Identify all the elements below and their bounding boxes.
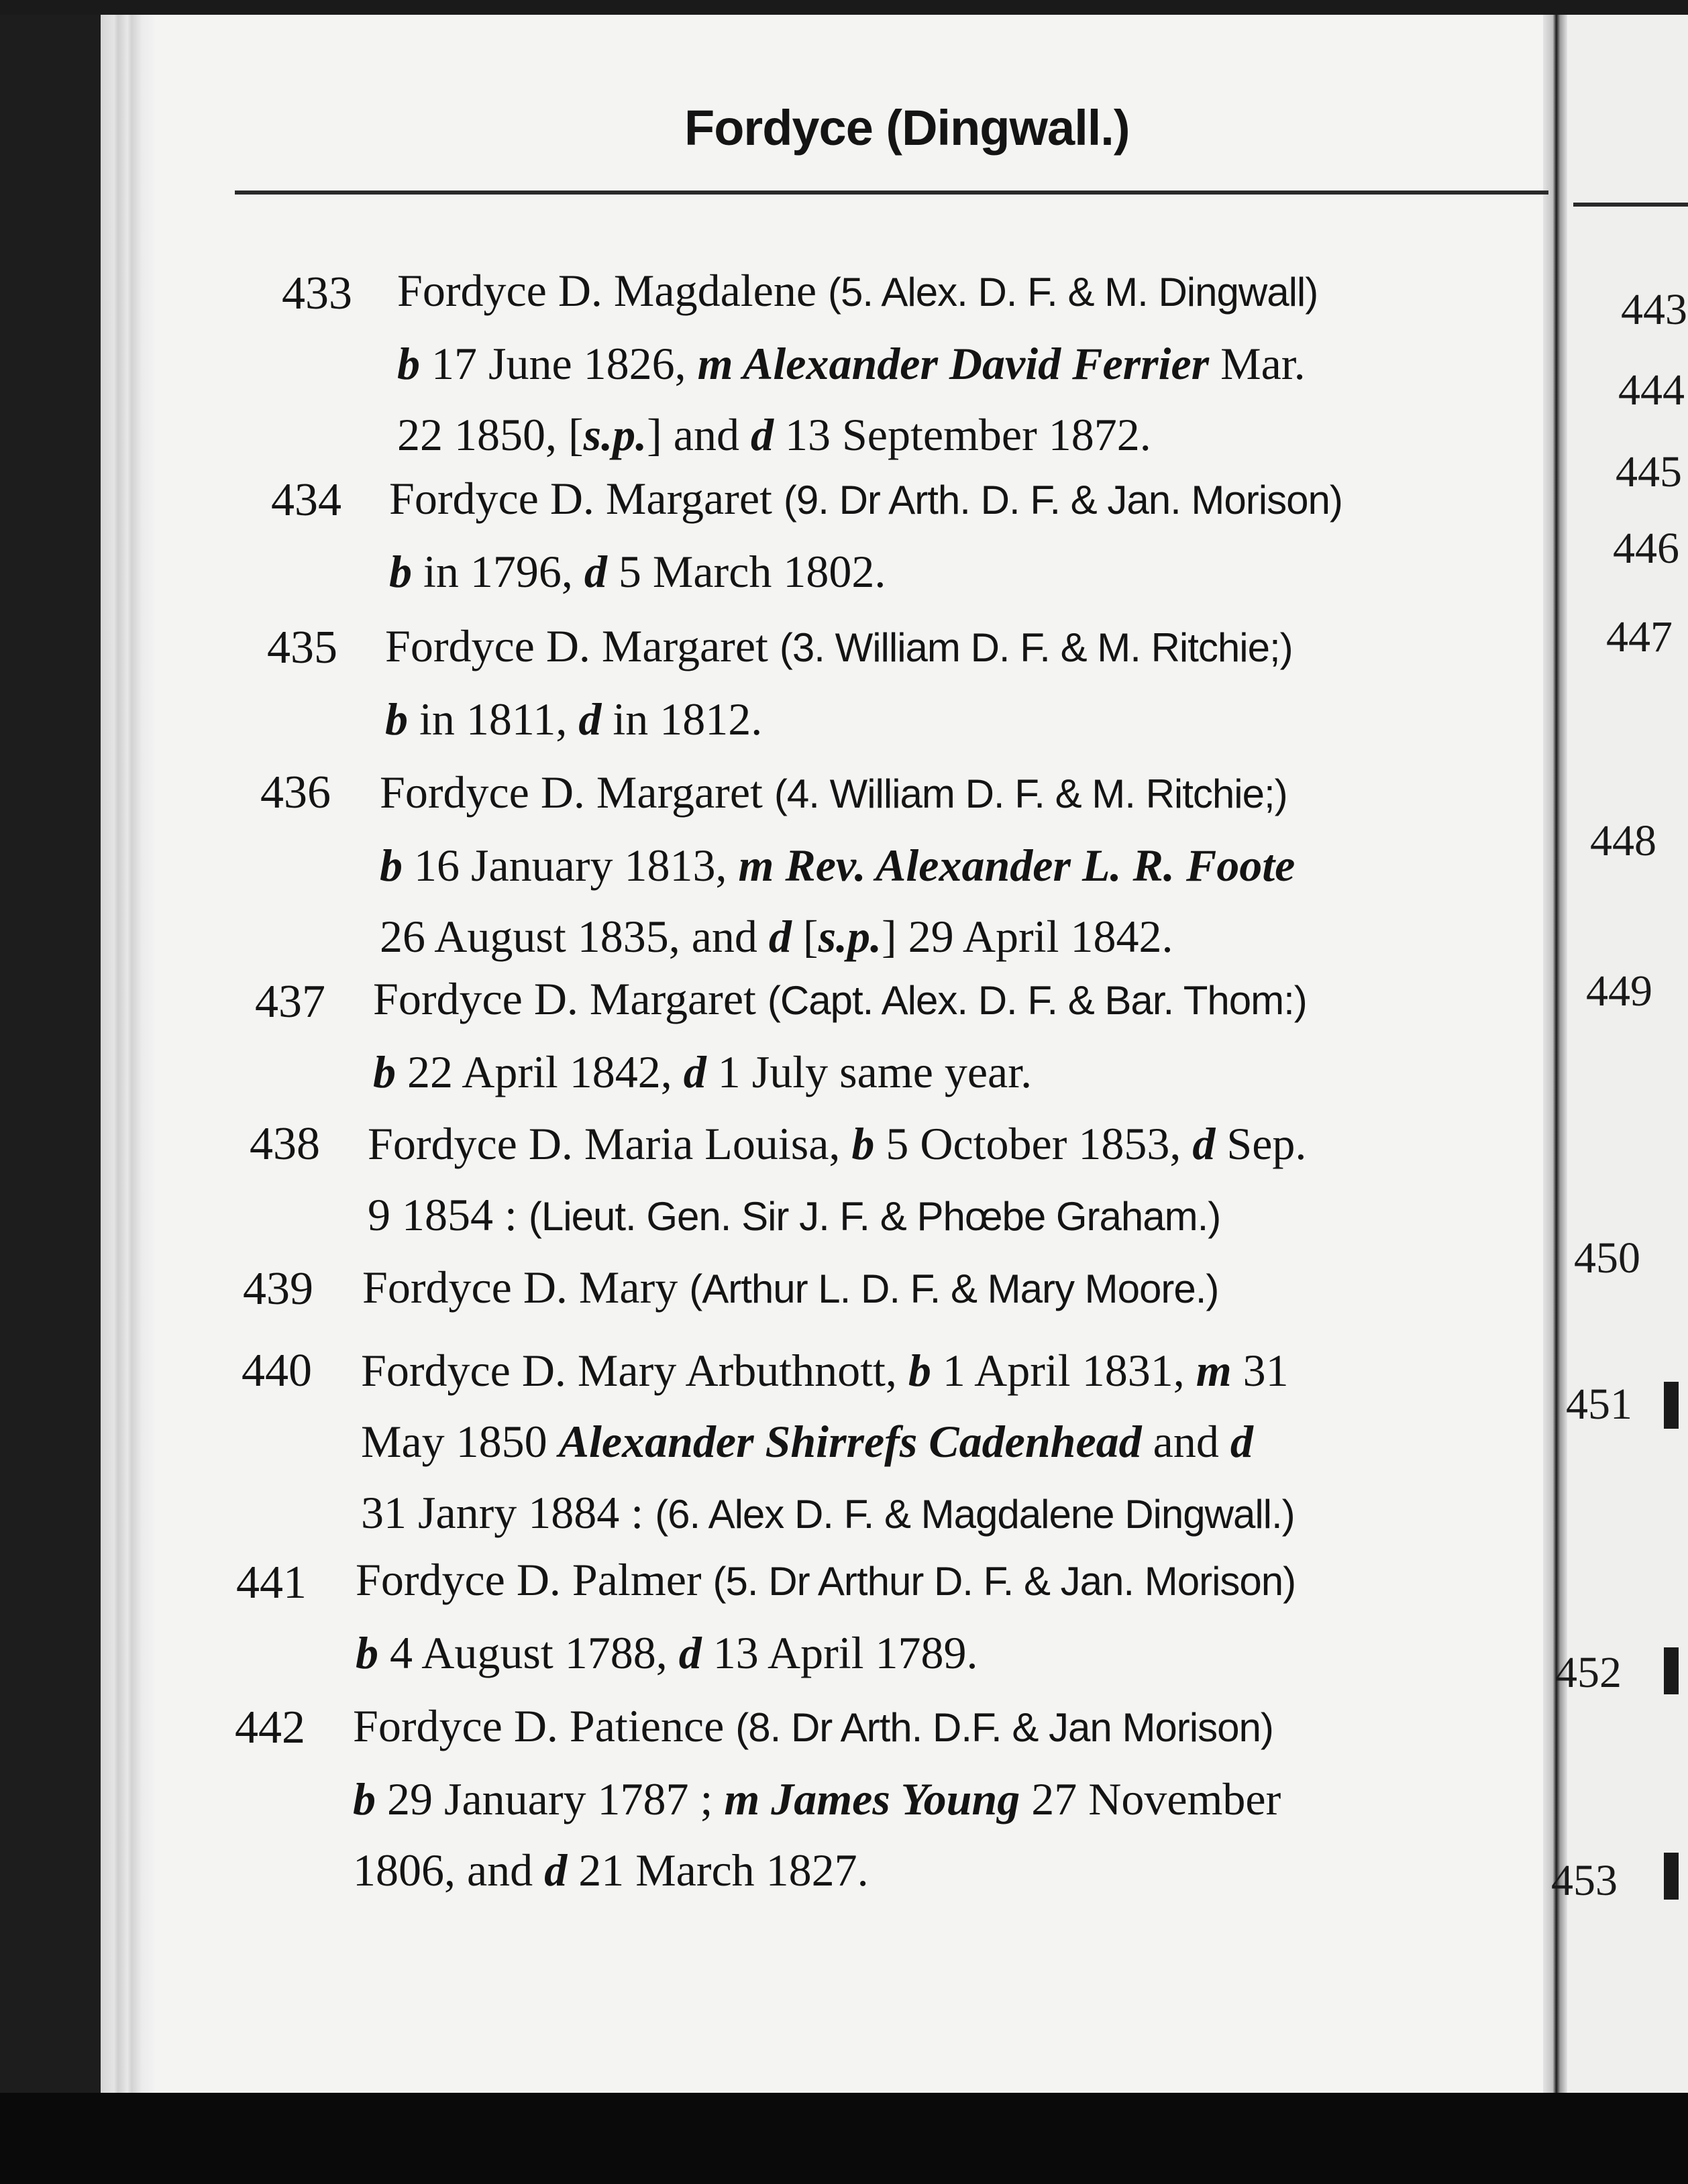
death-abbrev: d: [578, 694, 602, 745]
entry-text-span: 9 1854 :: [368, 1189, 529, 1240]
entry-text: [353, 1690, 1493, 1906]
entry-name: Fordyce D. Margaret: [380, 767, 763, 818]
right-entry-number: 443: [1621, 285, 1687, 334]
entry-text-span: 17 June 1826,: [420, 338, 698, 389]
entry-text: [356, 1544, 1496, 1688]
death-abbrev: d: [750, 409, 774, 460]
entry-text-span: Sep.: [1215, 1118, 1307, 1169]
spouse-name: m James Young: [724, 1773, 1020, 1824]
entry-text-span: in 1796,: [412, 546, 584, 597]
spouse-name: Alexander Shirrefs Cadenhead: [558, 1416, 1142, 1467]
entry-text-span: ] and: [647, 409, 751, 460]
entry-number: 436: [260, 767, 331, 818]
entry-parents: (Lieut. Gen. Sir J. F. & Phœbe Graham.): [528, 1194, 1221, 1239]
page-title: Fordyce (Dingwall.): [684, 100, 1130, 156]
birth-abbrev: b: [908, 1345, 931, 1396]
right-page-header-rule: [1573, 203, 1688, 207]
birth-abbrev: b: [397, 338, 420, 389]
right-entry-number: 445: [1616, 447, 1682, 496]
entry-text-span: 29 January 1787 ;: [376, 1773, 725, 1824]
entry-text: [397, 255, 1538, 470]
entry-parents: (4. William D. F. & M. Ritchie;): [774, 771, 1287, 816]
entry-number: 442: [235, 1702, 305, 1753]
entry-text-span: 4 August 1788,: [378, 1627, 679, 1678]
sine-prole-abbrev: s.p.: [818, 911, 882, 962]
entry-name: Fordyce D. Margaret: [373, 973, 756, 1024]
entry-text-span: 27 November: [1020, 1773, 1281, 1824]
entry-text-span: [: [791, 911, 819, 962]
marriage-abbrev: m: [1196, 1345, 1232, 1396]
entry-text-span: 13 September 1872.: [773, 409, 1151, 460]
right-entry-number: 451: [1566, 1380, 1632, 1429]
entry-text: [385, 610, 1526, 755]
right-entry-number: 446: [1613, 524, 1679, 573]
birth-abbrev: b: [356, 1627, 378, 1678]
header-rule: [235, 190, 1548, 195]
entry-text-span: and: [1141, 1416, 1230, 1467]
birth-abbrev: b: [380, 840, 403, 891]
right-entry-number: 452: [1555, 1648, 1622, 1697]
entry-text-span: ] 29 April 1842.: [882, 911, 1173, 962]
entry-name: Fordyce D. Mary Arbuthnott,: [361, 1345, 908, 1396]
entry-parents: (Capt. Alex. D. F. & Bar. Thom:): [767, 978, 1307, 1023]
birth-abbrev: b: [389, 546, 412, 597]
book-gutter: [1543, 0, 1567, 2093]
entry-name: Fordyce D. Magdalene: [397, 265, 817, 316]
right-entry-number: 447: [1606, 612, 1673, 661]
entry-number: 440: [242, 1345, 312, 1397]
entry-text-span: 5 October 1853,: [874, 1118, 1193, 1169]
entry-name: Fordyce D. Maria Louisa,: [368, 1118, 852, 1169]
entry-text-span: in 1812.: [601, 694, 763, 745]
entry-number: 439: [243, 1263, 313, 1315]
entry-text: [373, 963, 1514, 1107]
entry-text-span: 21 March 1827.: [567, 1845, 869, 1896]
death-abbrev: d: [544, 1845, 568, 1896]
sine-prole-abbrev: s.p.: [583, 409, 647, 460]
entry-number: 433: [282, 268, 352, 319]
top-shadow: [0, 0, 1688, 15]
death-abbrev: d: [768, 911, 792, 962]
entry-number: 438: [250, 1118, 320, 1170]
entry-number: 441: [236, 1557, 307, 1608]
entry-name: Fordyce D. Margaret: [389, 473, 772, 524]
entry-text-span: 31 Janry 1884 :: [361, 1487, 655, 1538]
entry-name: Fordyce D. Margaret: [385, 620, 768, 671]
entry-parents: (5. Dr Arthur D. F. & Jan. Morison): [713, 1559, 1296, 1604]
entry-text-span: 13 April 1789.: [701, 1627, 978, 1678]
entry-text: [362, 1252, 1503, 1325]
entry-parents: (Arthur L. D. F. & Mary Moore.): [689, 1266, 1219, 1311]
entry-text-span: 22 April 1842,: [396, 1046, 684, 1097]
entry-text-span: 31: [1231, 1345, 1289, 1396]
entry-text: [380, 757, 1520, 972]
right-entry-number: 448: [1590, 816, 1656, 865]
entry-text-span: 26 August 1835, and: [380, 911, 769, 962]
right-page-glyph: [1664, 1647, 1679, 1694]
death-abbrev: d: [683, 1046, 706, 1097]
entry-text: [368, 1108, 1508, 1252]
birth-abbrev: b: [851, 1118, 875, 1169]
right-entry-number: 450: [1574, 1234, 1640, 1282]
entry-parents: (3. William D. F. & M. Ritchie;): [779, 625, 1293, 670]
entry-name: Fordyce D. Palmer: [356, 1554, 702, 1605]
entry-text-span: 22 1850, [: [397, 409, 584, 460]
entry-text-span: 1 July same year.: [706, 1046, 1033, 1097]
spouse-name: m Rev. Alexander L. R. Foote: [738, 840, 1296, 891]
entry-text-span: 1 April 1831,: [931, 1345, 1196, 1396]
entry-number: 437: [255, 976, 325, 1028]
entry-parents: (5. Alex. D. F. & M. Dingwall): [828, 270, 1318, 315]
birth-abbrev: b: [385, 694, 408, 745]
right-page-glyph: [1664, 1382, 1679, 1429]
entry-number: 434: [271, 474, 341, 526]
right-page-glyph: [1664, 1853, 1679, 1900]
entry-text-span: in 1811,: [408, 694, 579, 745]
right-entry-number: 444: [1618, 366, 1685, 415]
entry-text-span: 16 January 1813,: [403, 840, 739, 891]
entry-text: [361, 1335, 1501, 1550]
entry-name: Fordyce D. Mary: [362, 1262, 678, 1313]
death-abbrev: d: [678, 1627, 702, 1678]
entry-text-span: 5 March 1802.: [606, 546, 886, 597]
entry-text-span: 1806, and: [353, 1845, 545, 1896]
death-abbrev: d: [1192, 1118, 1216, 1169]
right-entry-number: 449: [1586, 967, 1652, 1016]
entry-parents: (9. Dr Arth. D. F. & Jan. Morison): [783, 478, 1342, 523]
death-abbrev: d: [584, 546, 607, 597]
spouse-name: m Alexander David Ferrier: [697, 338, 1210, 389]
entry-parents: (6. Alex D. F. & Magdalene Dingwall.): [655, 1492, 1295, 1537]
right-entry-number: 453: [1551, 1856, 1618, 1905]
entry-number: 435: [267, 622, 337, 673]
birth-abbrev: b: [373, 1046, 396, 1097]
entry-text-span: Mar.: [1209, 338, 1306, 389]
entry-text-span: May 1850: [361, 1416, 559, 1467]
entry-name: Fordyce D. Patience: [353, 1700, 725, 1751]
bottom-background: [0, 2093, 1688, 2184]
death-abbrev: d: [1230, 1416, 1253, 1467]
entry-text: [389, 463, 1530, 607]
entry-parents: (8. Dr Arth. D.F. & Jan Morison): [735, 1705, 1273, 1750]
birth-abbrev: b: [353, 1773, 376, 1824]
